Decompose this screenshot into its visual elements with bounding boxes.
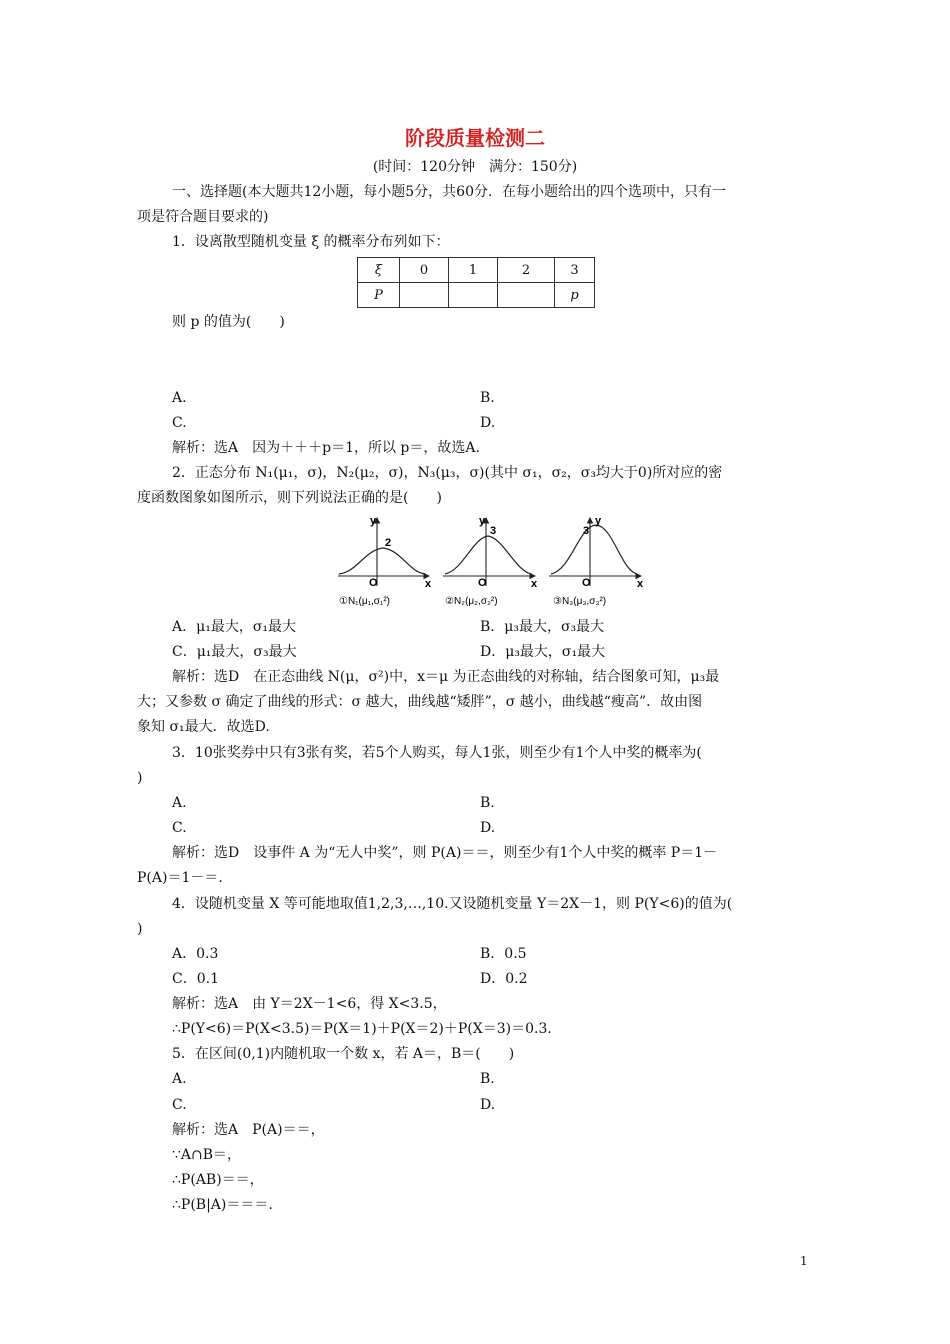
curve-panel-1 <box>338 515 432 607</box>
q1-option-d: D. <box>480 415 496 431</box>
q4-option-c: C．0.1 <box>172 971 219 987</box>
origin-label: O <box>582 577 591 589</box>
table-cell: 1 <box>449 258 498 283</box>
q2-stem-cont: 度函数图象如图所示，则下列说法正确的是( ) <box>137 490 442 506</box>
origin-label: O <box>369 577 378 589</box>
section-header-cont: 项是符合题目要求的) <box>137 209 269 225</box>
q5-solution-cont: ∴P(AB)＝＝， <box>172 1172 264 1188</box>
q2-solution: 解析：选D 在正态曲线 N(μ，σ²)中，x＝μ 为正态曲线的对称轴，结合图象可知，μ₃最 <box>172 669 720 685</box>
q1-option-b: B. <box>480 390 495 406</box>
q5-option-c: C. <box>172 1097 187 1113</box>
page-number: 1 <box>800 1254 808 1268</box>
q3-option-b: B. <box>480 795 495 811</box>
y-axis-label: y <box>595 515 602 527</box>
curve-caption: ③N₃(μ₃,σ₃²) <box>553 596 607 607</box>
y-axis-label: y <box>479 515 486 527</box>
table-cell: p <box>555 283 595 308</box>
q5-option-a: A. <box>172 1071 187 1087</box>
q3-option-c: C. <box>172 820 187 836</box>
x-axis-label: x <box>531 578 538 590</box>
table-cell: 0 <box>400 258 449 283</box>
curve-caption: ①N₁(μ₁,σ₁²) <box>339 596 391 607</box>
table-cell: 2 <box>498 258 555 283</box>
peak-label: 3 <box>583 525 590 537</box>
q1-ask: 则 p 的值为( ) <box>172 314 285 330</box>
distribution-table <box>357 257 595 308</box>
q5-solution-cont: ∵A∩B＝， <box>172 1147 242 1163</box>
q2-solution-cont: 象知 σ₁最大．故选D. <box>137 719 270 735</box>
q3-solution: 解析：选D 设事件 A 为“无人中奖”，则 P(A)＝＝，则至少有1个人中奖的概率 P＝1－ <box>172 845 718 861</box>
table-cell <box>449 283 498 308</box>
q5-option-d: D. <box>480 1097 496 1113</box>
q1-stem: 1．设离散型随机变量 ξ 的概率分布列如下： <box>172 234 450 250</box>
q1-option-a: A. <box>172 390 187 406</box>
q1-solution: 解析：选A 因为＋＋＋p＝1，所以 p＝，故选A. <box>172 440 480 456</box>
origin-label: O <box>478 577 487 589</box>
q4-stem-cont: ) <box>137 921 143 937</box>
q3-stem: 3．10张奖券中只有3张有奖，若5个人购买，每人1张，则至少有1个人中奖的概率为( <box>172 745 702 761</box>
page-title: 阶段质量检测二 <box>405 126 545 150</box>
curve-caption: ②N₂(μ₂,σ₂²) <box>445 596 498 607</box>
q3-option-d: D. <box>480 820 496 836</box>
table-cell: 3 <box>555 258 595 283</box>
y-axis-label: y <box>370 515 377 527</box>
q5-solution: 解析：选A P(A)＝＝， <box>172 1122 325 1138</box>
x-axis-label: x <box>425 578 432 590</box>
table-cell: ξ <box>358 258 400 283</box>
q4-solution: 解析：选A 由 Y＝2X－1<6，得 X<3.5， <box>172 996 447 1012</box>
table-cell <box>498 283 555 308</box>
q2-solution-cont: 大；又参数 σ 确定了曲线的形式：σ 越大，曲线越“矮胖”，σ 越小，曲线越“瘦高”．故由图 <box>137 694 703 710</box>
q2-stem: 2．正态分布 N₁(μ₁，σ)，N₂(μ₂，σ)，N₃(μ₃，σ)(其中 σ₁，σ₂，σ₃均大于0)所对应的密 <box>172 465 723 481</box>
table-cell: P <box>358 283 400 308</box>
q4-stem: 4．设随机变量 X 等可能地取值1,2,3,…,10.又设随机变量 Y＝2X－1，则 P(Y<6)的值为( <box>172 896 733 912</box>
q2-option-a: A．μ₁最大，σ₁最大 <box>172 619 296 635</box>
table-cell <box>400 283 449 308</box>
q2-option-c: C．μ₁最大，σ₃最大 <box>172 644 297 660</box>
x-axis-label: x <box>637 578 643 590</box>
q3-option-a: A. <box>172 795 187 811</box>
q2-option-b: B．μ₃最大，σ₃最大 <box>480 619 605 635</box>
q3-solution-cont: P(A)＝1－＝. <box>137 870 223 886</box>
section-header: 一、选择题(本大题共12小题，每小题5分，共60分．在每小题给出的四个选项中，只有一 <box>172 184 726 200</box>
table-row <box>358 283 595 308</box>
table-row <box>358 258 595 283</box>
q4-option-a: A．0.3 <box>172 946 219 962</box>
curve-panel-3 <box>549 515 643 607</box>
q3-stem-cont: ) <box>137 770 143 786</box>
peak-label: 3 <box>490 525 497 537</box>
q1-option-c: C. <box>172 415 187 431</box>
q4-option-b: B．0.5 <box>480 946 527 962</box>
curve-panel-2 <box>443 515 538 607</box>
peak-label: 2 <box>385 537 392 549</box>
q4-option-d: D．0.2 <box>480 971 528 987</box>
q4-solution-cont: ∴P(Y<6)＝P(X<3.5)＝P(X＝1)＋P(X＝2)＋P(X＝3)＝0.3. <box>172 1021 552 1037</box>
q5-stem: 5．在区间(0,1)内随机取一个数 x，若 A＝，B＝( ) <box>172 1046 515 1062</box>
normal-curves-figure <box>333 512 643 608</box>
q5-option-b: B. <box>480 1071 495 1087</box>
q2-option-d: D．μ₃最大，σ₁最大 <box>480 644 606 660</box>
q5-solution-cont: ∴P(B|A)＝＝＝. <box>172 1197 273 1213</box>
exam-info: (时间：120分钟 满分：150分) <box>372 159 578 175</box>
